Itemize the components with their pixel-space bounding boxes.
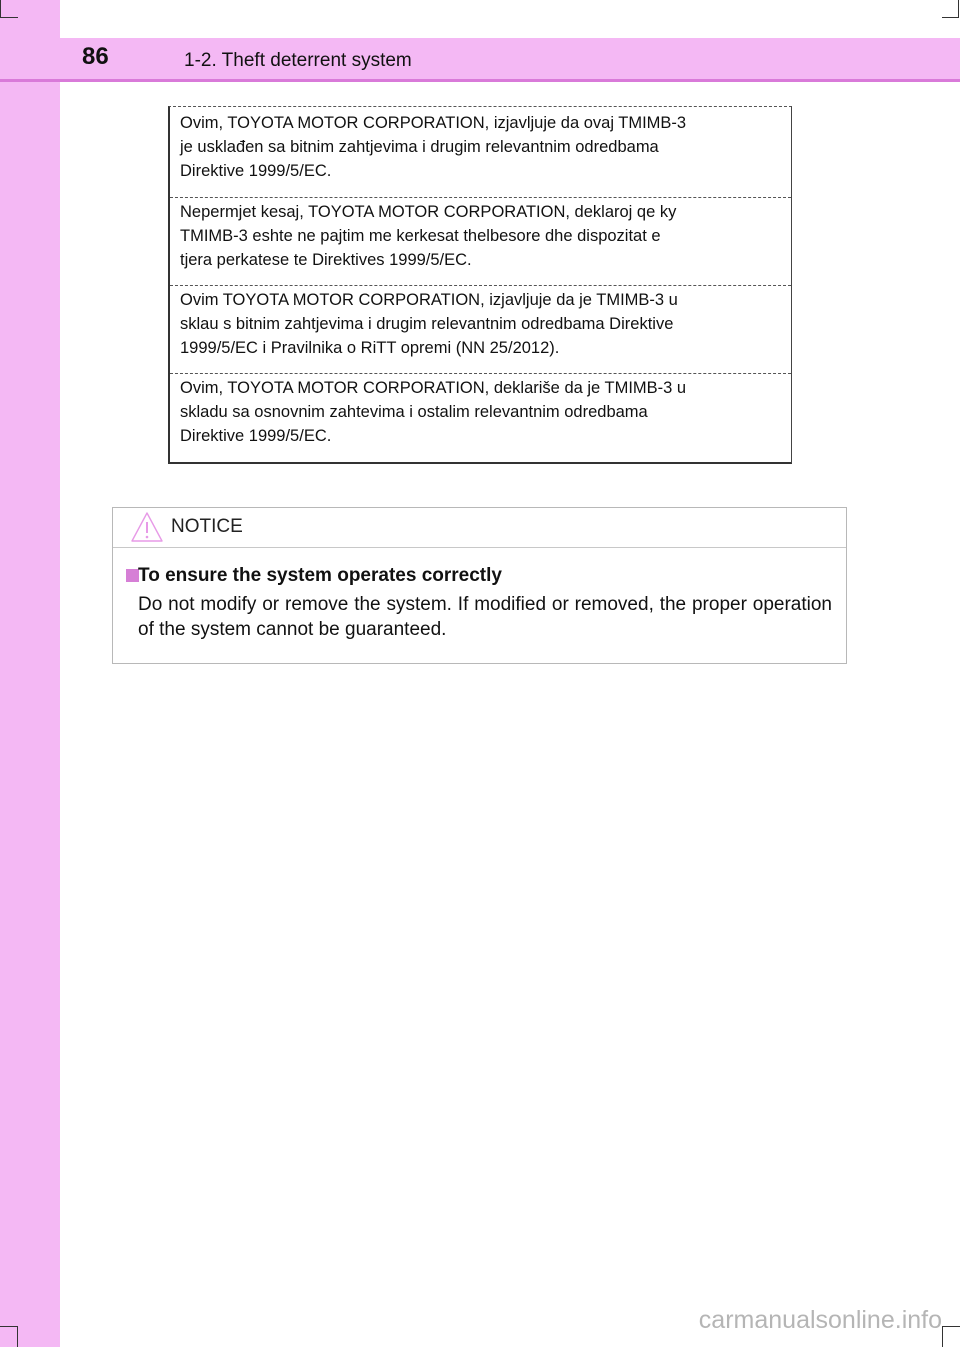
declaration-line: Ovim, TOYOTA MOTOR CORPORATION, izjavljuje da ovaj TMIMB-3 (180, 114, 687, 132)
declaration-separator (170, 197, 791, 198)
crop-mark-bottom-right-v (942, 1326, 943, 1347)
notice-body: Do not modify or remove the system. If modified or removed, the proper operation of the system cannot be guaranteed. (138, 594, 832, 640)
declaration-separator (170, 285, 791, 286)
declaration-line: Nepermjet kesaj, TOYOTA MOTOR CORPORATION, deklaroj qe ky (180, 203, 677, 221)
declaration-row (170, 288, 791, 360)
declaration-row (170, 200, 791, 272)
crop-mark-bottom-left (0, 1326, 18, 1327)
declaration-line: tjera perkatese te Direktives 1999/5/EC. (180, 251, 472, 269)
declarations-box (168, 106, 792, 464)
declaration-line: sklau s bitnim zahtjevima i drugim relevantnim odredbama Direktive (180, 315, 674, 333)
declaration-line: je usklađen sa bitnim zahtjevima i drugim relevantnim odredbama (180, 138, 659, 156)
declaration-line: 1999/5/EC i Pravilnika o RiTT opremi (NN 25/2012). (180, 339, 560, 357)
notice-header (113, 508, 846, 548)
declaration-separator (170, 373, 791, 374)
declaration-line: skladu sa osnovnim zahtevima i ostalim relevantnim odredbama (180, 403, 648, 421)
declaration-line: Ovim TOYOTA MOTOR CORPORATION, izjavljuje da je TMIMB-3 u (180, 291, 678, 309)
crop-mark-top-left (0, 0, 1, 18)
crop-mark-bottom-left-v (17, 1326, 18, 1347)
crop-mark-top-right (958, 0, 959, 18)
crop-mark-top-right-h (942, 17, 959, 18)
warning-triangle-icon (130, 511, 164, 543)
declaration-row (170, 111, 791, 183)
page-number: 86 (82, 43, 109, 70)
section-title: 1-2. Theft deterrent system (184, 50, 412, 71)
crop-mark-bottom-right (942, 1326, 960, 1327)
footer-watermark: carmanualsonline.info (698, 1306, 942, 1334)
declaration-line: Ovim, TOYOTA MOTOR CORPORATION, deklariše da je TMIMB-3 u (180, 379, 687, 397)
side-color-strip (0, 0, 60, 1347)
header-band (0, 38, 960, 82)
notice-label: NOTICE (171, 516, 243, 537)
notice-box (112, 507, 847, 664)
crop-mark-top-left-h (0, 17, 18, 18)
declaration-row (170, 376, 791, 448)
notice-heading: To ensure the system operates correctly (138, 565, 502, 586)
declaration-line: Direktive 1999/5/EC. (180, 162, 332, 180)
declaration-line: TMIMB-3 eshte ne pajtim me kerkesat thelbesore dhe dispozitat e (180, 227, 661, 245)
declaration-line: Direktive 1999/5/EC. (180, 427, 332, 445)
